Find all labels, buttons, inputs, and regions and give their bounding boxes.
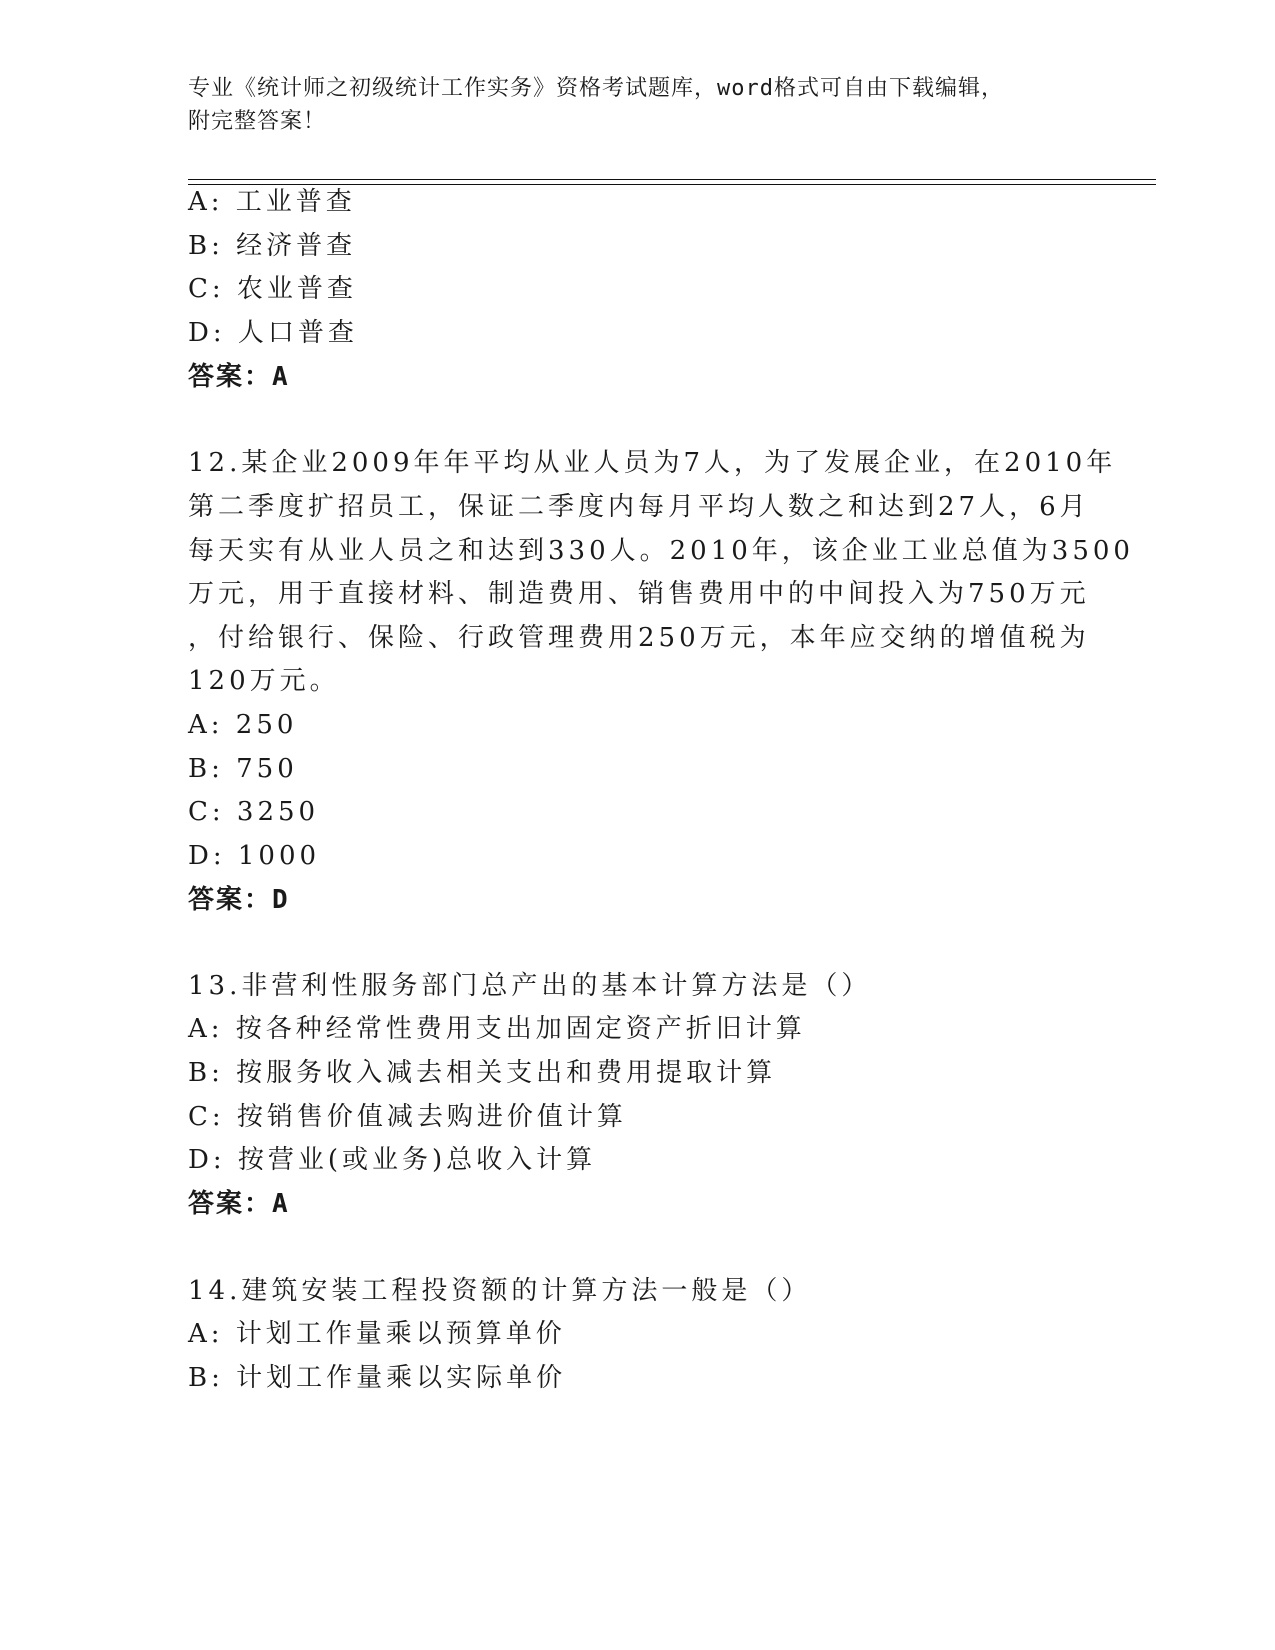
q13-answer: 答案：A	[188, 1189, 290, 1219]
q11-answer: 答案：A	[188, 362, 290, 392]
q12-option-c: C: 3250	[188, 797, 320, 827]
q11-option-a: A: 工业普查	[188, 187, 356, 217]
q14-stem: 14.建筑安装工程投资额的计算方法一般是（）	[188, 1276, 812, 1306]
q12-stem-line-4: 万元，用于直接材料、制造费用、销售费用中的中间投入为750万元	[188, 579, 1090, 609]
q13-option-c: C: 按销售价值减去购进价值计算	[188, 1102, 627, 1132]
q14-option-b: B: 计划工作量乘以实际单价	[188, 1363, 567, 1393]
q11-option-c: C: 农业普查	[188, 274, 357, 304]
q13-stem: 13.非营利性服务部门总产出的基本计算方法是（）	[188, 971, 872, 1001]
q12-stem-line-5: ，付给银行、保险、行政管理费用250万元，本年应交纳的增值税为	[188, 623, 1090, 653]
q12-stem-line-3: 每天实有从业人员之和达到330人。2010年，该企业工业总值为3500	[188, 536, 1134, 566]
header-line-2: 附完整答案！	[188, 109, 327, 134]
q13-option-d: D: 按营业(或业务)总收入计算	[188, 1145, 597, 1175]
q11-option-d: D: 人口普查	[188, 318, 358, 348]
q12-stem-line-2: 第二季度扩招员工，保证二季度内每月平均人数之和达到27人，6月	[188, 492, 1090, 522]
q12-stem-line-1: 12.某企业2009年年平均从业人员为7人，为了发展企业，在2010年	[188, 448, 1117, 478]
q12-option-b: B: 750	[188, 754, 298, 784]
header-line-1: 专业《统计师之初级统计工作实务》资格考试题库，word格式可自由下载编辑，	[188, 76, 1004, 101]
q12-answer: 答案：D	[188, 885, 290, 915]
header-divider-top	[188, 179, 1156, 180]
header-divider-bottom	[188, 184, 1156, 185]
document-header	[188, 72, 1088, 138]
q13-option-a: A: 按各种经常性费用支出加固定资产折旧计算	[188, 1014, 806, 1044]
q13-option-b: B: 按服务收入减去相关支出和费用提取计算	[188, 1058, 777, 1088]
q12-option-a: A: 250	[188, 710, 298, 740]
q12-option-d: D: 1000	[188, 841, 321, 871]
q12-stem-line-6: 120万元。	[188, 666, 340, 696]
q11-option-b: B: 经济普查	[188, 231, 357, 261]
q14-option-a: A: 计划工作量乘以预算单价	[188, 1319, 566, 1349]
